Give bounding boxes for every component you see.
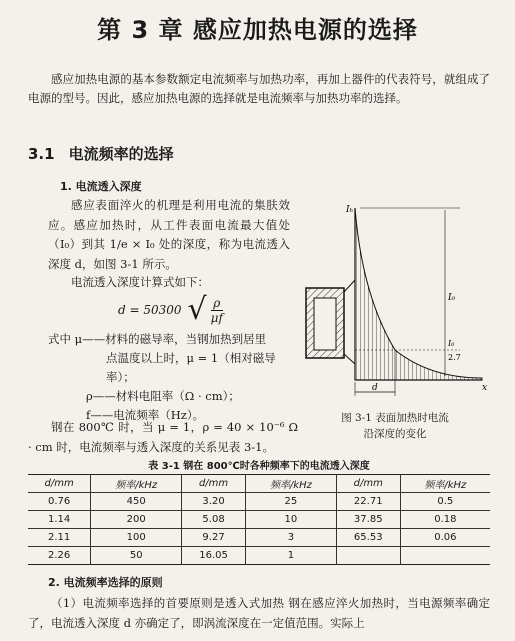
label-i0: I₀	[448, 293, 456, 303]
table-cell: 3	[246, 529, 337, 547]
definition-mu-line3: 率）；	[106, 370, 135, 384]
table-cell: 37.85	[336, 511, 400, 529]
chapter-title: 第 3 章 感应加热电源的选择	[97, 16, 418, 44]
current-distribution-figure	[300, 200, 490, 410]
table-row	[28, 511, 490, 529]
table-cell: 200	[91, 511, 182, 529]
definition-rho: ρ——材料电阻率（Ω · cm）；	[86, 389, 240, 403]
table-cell: 22.71	[336, 493, 400, 511]
formula-denominator: μf	[210, 310, 223, 325]
table-cell: 1	[246, 547, 337, 565]
table-header: 频率/kHz	[246, 475, 337, 493]
table-cell: 9.27	[182, 529, 246, 547]
section-title: 电流频率的选择	[68, 145, 174, 163]
table-cell: 50	[91, 547, 182, 565]
table-cell: 10	[246, 511, 337, 529]
table-cell: 450	[91, 493, 182, 511]
table-cell: 0.06	[400, 529, 490, 547]
formula-lhs: d = 50300	[118, 303, 182, 317]
table-cell: 3.20	[182, 493, 246, 511]
penetration-depth-formula	[118, 292, 223, 327]
table-cell	[400, 547, 490, 565]
table-cell: 5.08	[182, 511, 246, 529]
label-d: d	[372, 383, 378, 393]
section-number: 3.1	[28, 145, 55, 163]
table-cell: 0.18	[400, 511, 490, 529]
table-header-row	[28, 475, 490, 493]
figure-caption-line2: 沿深度的变化	[363, 428, 427, 440]
subheading-frequency-principle: 2. 电流频率选择的原则	[48, 576, 163, 589]
table-header: 频率/kHz	[91, 475, 182, 493]
inductor-coil-inner	[314, 298, 336, 350]
figure-caption-line1: 图 3-1 表面加热时电流	[341, 412, 449, 424]
table-row	[28, 529, 490, 547]
table-cell: 1.14	[48, 514, 71, 525]
formula-fraction	[211, 296, 223, 325]
table-cell: 100	[91, 529, 182, 547]
table-header: d/mm	[44, 478, 74, 489]
table-row	[28, 547, 490, 565]
paragraph-skin-effect: 感应表面淬火的机理是利用电流的集肤效应。感应加热时，从工件表面电流最大值处（I₀）到其 1/e × I₀ 处的深度，称为电流透入深度 d，如图 3-1 所示。	[48, 198, 290, 271]
subheading-penetration-depth: 1. 电流透入深度	[60, 180, 142, 193]
label-i0-small: I₀	[448, 339, 455, 348]
table-header: d/mm	[336, 475, 400, 493]
definition-mu-line2: 点温度以上时，μ = 1（相对磁导	[106, 351, 276, 365]
figure-caption	[300, 410, 490, 442]
table-cell: 16.05	[182, 547, 246, 565]
label-2-7: 2.7	[448, 353, 461, 362]
table-header: d/mm	[182, 475, 246, 493]
table-cell: 0.76	[48, 496, 71, 507]
table-title: 表 3-1 钢在 800℃时各种频率下的电流透入深度	[148, 461, 370, 472]
table-cell: 2.11	[48, 532, 71, 543]
label-ih: Iₕ	[346, 205, 354, 215]
table-header: 频率/kHz	[400, 475, 490, 493]
definition-mu-line1: 式中 μ——材料的磁导率，当钢加热到居里	[48, 332, 267, 346]
table-cell	[336, 547, 400, 565]
current-decay-curve	[355, 208, 482, 380]
penetration-depth-table	[28, 474, 490, 565]
paragraph-formula-intro: 电流透入深度计算式如下：	[71, 275, 209, 289]
definition-f: f——电流频率（Hz）。	[86, 408, 205, 422]
paragraph-table-reference: 钢在 800℃ 时，当 μ = 1，ρ = 40 × 10⁻⁶ Ω · cm 时，电流频率与透入深度的关系见表 3-1。	[28, 420, 298, 454]
sqrt-symbol: √	[187, 292, 207, 327]
table-row	[28, 493, 490, 511]
table-cell: 2.26	[48, 550, 71, 561]
label-x: x	[482, 383, 488, 393]
section-heading	[28, 143, 174, 164]
table-cell: 25	[246, 493, 337, 511]
formula-numerator: ρ	[213, 295, 221, 310]
intro-paragraph: 感应加热电源的基本参数额定电流频率与加热功率，再加上器件的代表符号，就组成了电源的型号。因此，感应加热电源的选择就是电流频率与加热功率的选择。	[28, 72, 490, 105]
table-cell: 0.5	[400, 493, 490, 511]
table-cell: 65.53	[336, 529, 400, 547]
paragraph-frequency-principle: （1）电流频率选择的首要原则是透入式加热 钢在感应淬火加热时，当电源频率确定了，电流透入深度 d 亦确定了，即涡流深度在一定值范围。实际上	[28, 596, 490, 630]
